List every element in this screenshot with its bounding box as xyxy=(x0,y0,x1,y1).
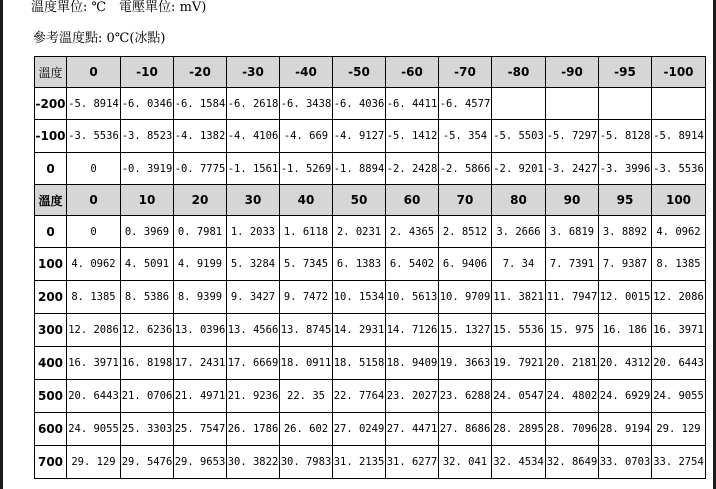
value-cell: 16. 8198 xyxy=(121,347,174,380)
value-cell: 31. 2135 xyxy=(333,446,386,479)
value-cell: 14. 7126 xyxy=(386,314,439,347)
value-cell: 29. 5476 xyxy=(121,446,174,479)
column-header-cell: 0 xyxy=(67,57,121,88)
table-row xyxy=(35,248,706,281)
value-cell: 15. 5536 xyxy=(492,314,546,347)
value-cell: 0. 3969 xyxy=(121,216,174,248)
column-header-cell: -40 xyxy=(280,57,333,88)
value-cell: 31. 6277 xyxy=(386,446,439,479)
value-cell: 23. 2027 xyxy=(386,380,439,413)
value-cell: 4. 0962 xyxy=(67,248,121,281)
value-cell: 22. 35 xyxy=(280,380,333,413)
value-cell: 2. 0231 xyxy=(333,216,386,248)
row-label-cell: 500 xyxy=(35,380,67,413)
column-header-cell: -90 xyxy=(546,57,599,88)
value-cell: 14. 2931 xyxy=(333,314,386,347)
value-cell: 9. 7472 xyxy=(280,281,333,314)
value-cell: 6. 9406 xyxy=(439,248,492,281)
value-cell: -5. 8128 xyxy=(599,120,652,153)
value-cell: 20. 4312 xyxy=(599,347,652,380)
column-header-cell: 20 xyxy=(174,185,227,216)
value-cell: 27. 0249 xyxy=(333,413,386,446)
value-cell: -3. 8523 xyxy=(121,120,174,153)
value-cell: -5. 5503 xyxy=(492,120,546,153)
column-header-cell: 50 xyxy=(333,185,386,216)
value-cell: 9. 3427 xyxy=(227,281,280,314)
table-row xyxy=(35,120,706,153)
table-row xyxy=(35,153,706,185)
value-cell: 3. 8892 xyxy=(599,216,652,248)
value-cell: 5. 7345 xyxy=(280,248,333,281)
value-cell: 8. 1385 xyxy=(652,248,706,281)
column-header-cell: -30 xyxy=(227,57,280,88)
window-edge-left xyxy=(0,0,3,489)
value-cell: -0. 7775 xyxy=(174,153,227,185)
value-cell: -5. 8914 xyxy=(652,120,706,153)
value-cell: -3. 5536 xyxy=(652,153,706,185)
value-cell: 12. 6236 xyxy=(121,314,174,347)
value-cell: 8. 1385 xyxy=(67,281,121,314)
column-header-cell: 95 xyxy=(599,185,652,216)
value-cell: 17. 2431 xyxy=(174,347,227,380)
value-cell: -4. 9127 xyxy=(333,120,386,153)
value-cell: 4. 5091 xyxy=(121,248,174,281)
column-header-cell: 60 xyxy=(386,185,439,216)
value-cell: 21. 9236 xyxy=(227,380,280,413)
value-cell: 0 xyxy=(67,216,121,248)
value-cell: 32. 8649 xyxy=(546,446,599,479)
value-cell: 29. 129 xyxy=(652,413,706,446)
value-cell: 20. 6443 xyxy=(652,347,706,380)
column-header-cell: 10 xyxy=(121,185,174,216)
value-cell: 12. 2086 xyxy=(652,281,706,314)
value-cell: 24. 0547 xyxy=(492,380,546,413)
value-cell: 10. 5613 xyxy=(386,281,439,314)
value-cell: -5. 8914 xyxy=(67,88,121,120)
value-cell: 0. 7981 xyxy=(174,216,227,248)
value-cell: 7. 9387 xyxy=(599,248,652,281)
value-cell: 24. 9055 xyxy=(652,380,706,413)
value-cell: 30. 7983 xyxy=(280,446,333,479)
value-cell xyxy=(546,88,599,120)
column-header-cell: -95 xyxy=(599,57,652,88)
value-cell: -6. 3438 xyxy=(280,88,333,120)
reference-point-caption: 參考溫度點: 0℃(冰點) xyxy=(33,31,166,46)
row-label-cell: 100 xyxy=(35,248,67,281)
value-cell: 16. 3971 xyxy=(652,314,706,347)
value-cell: 8. 9399 xyxy=(174,281,227,314)
column-header-cell: -60 xyxy=(386,57,439,88)
table-row xyxy=(35,88,706,120)
row-label-cell: 600 xyxy=(35,413,67,446)
value-cell: 12. 2086 xyxy=(67,314,121,347)
value-cell: -4. 669 xyxy=(280,120,333,153)
value-cell: 24. 4802 xyxy=(546,380,599,413)
value-cell: 19. 7921 xyxy=(492,347,546,380)
value-cell: 15. 1327 xyxy=(439,314,492,347)
value-cell: 29. 9653 xyxy=(174,446,227,479)
value-cell: 2. 8512 xyxy=(439,216,492,248)
table-row xyxy=(35,413,706,446)
value-cell: 2. 4365 xyxy=(386,216,439,248)
value-cell: 15. 975 xyxy=(546,314,599,347)
value-cell: 7. 7391 xyxy=(546,248,599,281)
row-label-cell: 300 xyxy=(35,314,67,347)
column-header-cell: -20 xyxy=(174,57,227,88)
row-label-cell: 400 xyxy=(35,347,67,380)
value-cell: 13. 0396 xyxy=(174,314,227,347)
value-cell: -6. 2618 xyxy=(227,88,280,120)
row-label-cell: 200 xyxy=(35,281,67,314)
value-cell: -4. 1382 xyxy=(174,120,227,153)
value-cell: 5. 3284 xyxy=(227,248,280,281)
value-cell: -6. 4036 xyxy=(333,88,386,120)
value-cell: 11. 7947 xyxy=(546,281,599,314)
value-cell: -1. 8894 xyxy=(333,153,386,185)
column-header-cell: 30 xyxy=(227,185,280,216)
value-cell: 24. 9055 xyxy=(67,413,121,446)
value-cell: 1. 2033 xyxy=(227,216,280,248)
value-cell: -6. 4411 xyxy=(386,88,439,120)
value-cell: 26. 1786 xyxy=(227,413,280,446)
value-cell: -6. 1584 xyxy=(174,88,227,120)
column-header-cell: -80 xyxy=(492,57,546,88)
row-label-cell: 0 xyxy=(35,153,67,185)
value-cell: 22. 7764 xyxy=(333,380,386,413)
value-cell: 1. 6118 xyxy=(280,216,333,248)
column-header-cell: 80 xyxy=(492,185,546,216)
value-cell: 30. 3822 xyxy=(227,446,280,479)
row-label-cell: -100 xyxy=(35,120,67,153)
value-cell: 18. 0911 xyxy=(280,347,333,380)
value-cell: 28. 9194 xyxy=(599,413,652,446)
value-cell: 26. 602 xyxy=(280,413,333,446)
row-label-cell: 0 xyxy=(35,216,67,248)
value-cell: 0 xyxy=(67,153,121,185)
value-cell: 10. 9709 xyxy=(439,281,492,314)
header-row xyxy=(35,57,706,88)
value-cell: 21. 0706 xyxy=(121,380,174,413)
value-cell: -3. 2427 xyxy=(546,153,599,185)
value-cell: 8. 5386 xyxy=(121,281,174,314)
table-row xyxy=(35,314,706,347)
value-cell: 3. 2666 xyxy=(492,216,546,248)
value-cell: 21. 4971 xyxy=(174,380,227,413)
value-cell: 20. 6443 xyxy=(67,380,121,413)
corner-header-cell: 溫度 xyxy=(35,185,67,216)
column-header-cell: 90 xyxy=(546,185,599,216)
units-caption: 溫度單位: ℃ 電壓單位: mV) xyxy=(31,0,207,15)
value-cell: -5. 7297 xyxy=(546,120,599,153)
value-cell: -4. 4106 xyxy=(227,120,280,153)
value-cell: 10. 1534 xyxy=(333,281,386,314)
value-cell: 6. 1383 xyxy=(333,248,386,281)
value-cell: 12. 0015 xyxy=(599,281,652,314)
value-cell: 18. 5158 xyxy=(333,347,386,380)
value-cell: 32. 4534 xyxy=(492,446,546,479)
value-cell: 28. 7096 xyxy=(546,413,599,446)
column-header-cell: -10 xyxy=(121,57,174,88)
value-cell: 13. 8745 xyxy=(280,314,333,347)
value-cell: -0. 3919 xyxy=(121,153,174,185)
value-cell: 32. 041 xyxy=(439,446,492,479)
value-cell: -5. 1412 xyxy=(386,120,439,153)
value-cell: 4. 9199 xyxy=(174,248,227,281)
value-cell: -2. 2428 xyxy=(386,153,439,185)
column-header-cell: -100 xyxy=(652,57,706,88)
value-cell: 16. 186 xyxy=(599,314,652,347)
value-cell: -5. 354 xyxy=(439,120,492,153)
value-cell: 6. 5402 xyxy=(386,248,439,281)
row-label-cell: -200 xyxy=(35,88,67,120)
column-header-cell: -50 xyxy=(333,57,386,88)
value-cell: -6. 0346 xyxy=(121,88,174,120)
table-row xyxy=(35,281,706,314)
value-cell: 3. 6819 xyxy=(546,216,599,248)
value-cell: 4. 0962 xyxy=(652,216,706,248)
column-header-cell: -70 xyxy=(439,57,492,88)
corner-header-cell: 溫度 xyxy=(35,57,67,88)
value-cell: 28. 2895 xyxy=(492,413,546,446)
column-header-cell: 0 xyxy=(67,185,121,216)
value-cell: 33. 2754 xyxy=(652,446,706,479)
column-header-cell: 100 xyxy=(652,185,706,216)
value-cell: 20. 2181 xyxy=(546,347,599,380)
value-cell xyxy=(652,88,706,120)
value-cell: -1. 5269 xyxy=(280,153,333,185)
table-row xyxy=(35,347,706,380)
value-cell xyxy=(492,88,546,120)
value-cell: 11. 3821 xyxy=(492,281,546,314)
value-cell: -2. 5866 xyxy=(439,153,492,185)
column-header-cell: 70 xyxy=(439,185,492,216)
value-cell: -2. 9201 xyxy=(492,153,546,185)
value-cell: 17. 6669 xyxy=(227,347,280,380)
value-cell xyxy=(599,88,652,120)
column-header-cell: 40 xyxy=(280,185,333,216)
value-cell: 29. 129 xyxy=(67,446,121,479)
header-row xyxy=(35,185,706,216)
value-cell: 16. 3971 xyxy=(67,347,121,380)
value-cell: 19. 3663 xyxy=(439,347,492,380)
value-cell: -6. 4577 xyxy=(439,88,492,120)
table-row xyxy=(35,380,706,413)
table-row xyxy=(35,216,706,248)
value-cell: 25. 3303 xyxy=(121,413,174,446)
value-cell: -1. 1561 xyxy=(227,153,280,185)
value-cell: 33. 0703 xyxy=(599,446,652,479)
thermocouple-table xyxy=(34,56,706,479)
value-cell: -3. 3996 xyxy=(599,153,652,185)
row-label-cell: 700 xyxy=(35,446,67,479)
value-cell: 18. 9409 xyxy=(386,347,439,380)
value-cell: 7. 34 xyxy=(492,248,546,281)
value-cell: 25. 7547 xyxy=(174,413,227,446)
value-cell: 27. 8686 xyxy=(439,413,492,446)
value-cell: 23. 6288 xyxy=(439,380,492,413)
value-cell: 27. 4471 xyxy=(386,413,439,446)
value-cell: 24. 6929 xyxy=(599,380,652,413)
table-row xyxy=(35,446,706,479)
value-cell: 13. 4566 xyxy=(227,314,280,347)
value-cell: -3. 5536 xyxy=(67,120,121,153)
